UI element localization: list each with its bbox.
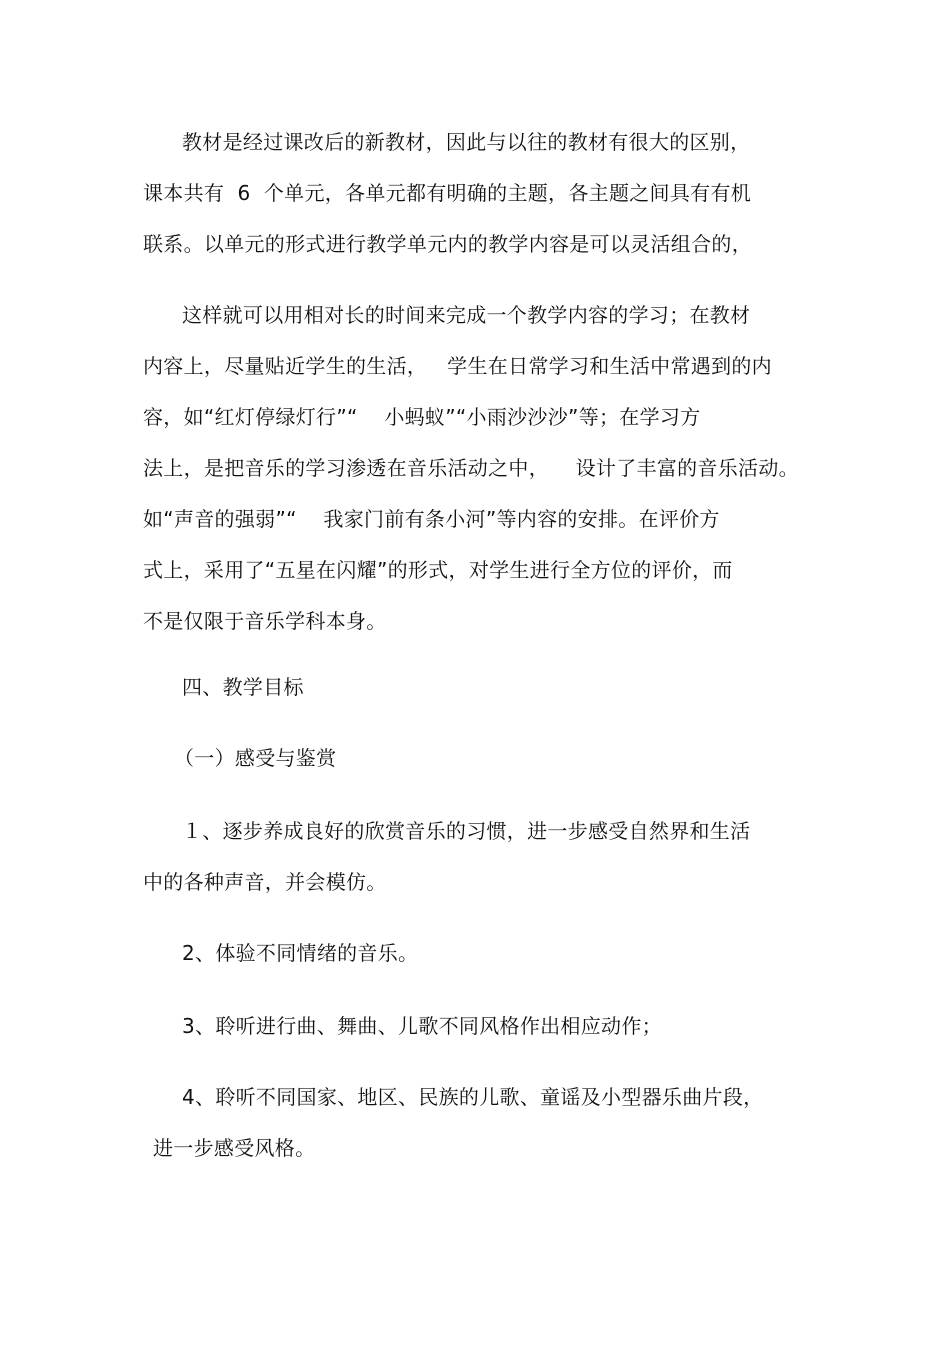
paragraph-line: 式上，采用了“五星在闪耀”的形式，对学生进行全方位的评价，而: [143, 558, 733, 582]
paragraph-line: 法上，是把音乐的学习渗透在音乐活动之中， 设计了丰富的音乐活动。: [143, 456, 799, 480]
subsection-heading: （一）感受与鉴赏: [174, 746, 337, 770]
paragraph-line: 不是仅限于音乐学科本身。: [143, 609, 387, 633]
paragraph-line: 课本共有 6 个单元，各单元都有明确的主题，各主题之间具有有机: [143, 181, 752, 205]
list-item-line: １、逐步养成良好的欣赏音乐的习惯，进一步感受自然界和生活: [182, 819, 751, 843]
list-item-line: 中的各种声音，并会模仿。: [143, 870, 387, 894]
paragraph-line: 内容上，尽量贴近学生的生活， 学生在日常学习和生活中常遇到的内: [143, 354, 772, 378]
paragraph-line: 如“声音的强弱”“ 我家门前有条小河”等内容的安排。在评价方: [143, 507, 720, 531]
section-heading: 四、教学目标: [182, 675, 304, 699]
list-item-line: 2、体验不同情绪的音乐。: [182, 941, 419, 965]
paragraph-line: 容，如“红灯停绿灯行”“ 小蚂蚁”“小雨沙沙沙”等；在学习方: [143, 405, 701, 429]
list-item-line: 进一步感受风格。: [153, 1136, 316, 1160]
list-item-line: 3、聆听进行曲、舞曲、儿歌不同风格作出相应动作；: [182, 1014, 662, 1038]
list-item-line: 4、聆听不同国家、地区、民族的儿歌、童谣及小型器乐曲片段，: [182, 1085, 764, 1109]
paragraph-line: 教材是经过课改后的新教材，因此与以往的教材有很大的区别，: [182, 130, 751, 154]
paragraph-line: 这样就可以用相对长的时间来完成一个教学内容的学习；在教材: [182, 303, 751, 327]
paragraph-line: 联系。以单元的形式进行教学单元内的教学内容是可以灵活组合的，: [143, 232, 752, 256]
